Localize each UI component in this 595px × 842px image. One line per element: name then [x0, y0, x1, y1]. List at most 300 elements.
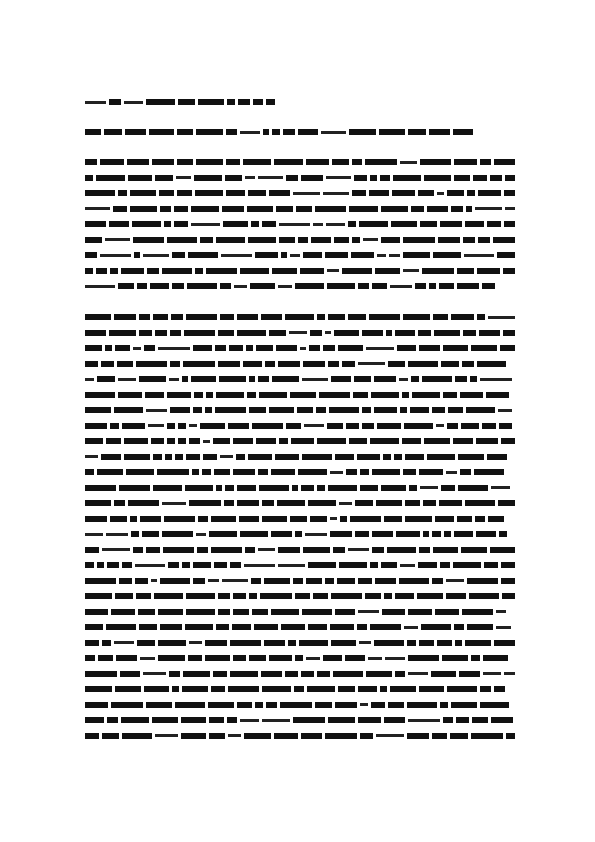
- word-mark: [85, 159, 97, 165]
- word-mark: [233, 609, 249, 615]
- word-mark: [240, 531, 268, 537]
- text-line: [85, 436, 515, 446]
- word-mark: [460, 392, 483, 398]
- word-mark: [419, 547, 430, 553]
- word-mark: [302, 454, 332, 460]
- word-mark: [244, 733, 271, 739]
- text-line: [85, 715, 515, 725]
- word-mark: [352, 159, 362, 165]
- word-mark: [405, 500, 420, 506]
- word-mark: [133, 547, 143, 553]
- word-mark: [206, 392, 213, 398]
- word-mark: [85, 438, 103, 444]
- word-mark: [111, 702, 143, 708]
- word-mark: [323, 655, 342, 661]
- word-mark: [188, 252, 218, 258]
- word-mark: [124, 101, 143, 104]
- word-mark: [177, 129, 193, 135]
- word-mark: [215, 407, 246, 413]
- word-mark: [269, 190, 290, 196]
- text-line: [85, 498, 515, 508]
- word-mark: [483, 655, 508, 661]
- word-mark: [441, 361, 459, 367]
- word-mark: [498, 500, 515, 506]
- word-mark: [408, 361, 438, 367]
- word-mark: [411, 376, 419, 382]
- word-mark: [358, 717, 381, 723]
- word-mark: [462, 609, 493, 615]
- word-mark: [290, 392, 316, 398]
- word-mark: [331, 376, 351, 382]
- word-mark: [214, 562, 227, 568]
- word-mark: [220, 283, 231, 289]
- word-mark: [494, 686, 505, 692]
- word-mark: [384, 717, 405, 723]
- word-mark: [160, 624, 182, 630]
- word-mark: [155, 175, 173, 181]
- word-mark: [490, 547, 515, 553]
- word-mark: [366, 347, 394, 350]
- word-mark: [454, 624, 464, 630]
- word-mark: [342, 268, 372, 274]
- word-mark: [85, 190, 115, 196]
- word-mark: [285, 671, 298, 677]
- word-mark: [317, 671, 330, 677]
- word-mark: [132, 221, 161, 227]
- word-mark: [408, 129, 426, 135]
- word-mark: [295, 283, 324, 289]
- word-mark: [208, 579, 219, 582]
- word-mark: [216, 485, 222, 491]
- word-mark: [461, 423, 479, 429]
- word-mark: [266, 99, 275, 105]
- word-mark: [330, 517, 337, 520]
- word-mark: [249, 407, 266, 413]
- word-mark: [390, 686, 416, 692]
- word-mark: [279, 438, 288, 444]
- word-mark: [269, 655, 292, 661]
- word-mark: [174, 206, 188, 212]
- word-mark: [175, 454, 183, 460]
- word-mark: [454, 159, 477, 165]
- word-mark: [300, 347, 306, 350]
- word-mark: [85, 361, 98, 367]
- word-mark: [122, 423, 145, 429]
- word-mark: [313, 593, 328, 599]
- word-mark: [466, 206, 472, 212]
- word-mark: [150, 283, 169, 289]
- word-mark: [456, 717, 469, 723]
- word-mark: [118, 392, 142, 398]
- word-mark: [128, 175, 152, 181]
- word-mark: [255, 252, 278, 258]
- word-mark: [437, 192, 444, 195]
- word-mark: [228, 686, 259, 692]
- word-mark: [404, 423, 433, 429]
- word-mark: [408, 609, 432, 615]
- word-mark: [348, 548, 369, 551]
- word-mark: [327, 269, 339, 272]
- word-mark: [405, 516, 432, 522]
- word-mark: [385, 657, 405, 660]
- word-mark: [419, 686, 444, 692]
- word-mark: [198, 516, 208, 522]
- word-mark: [85, 609, 108, 615]
- word-mark: [279, 223, 310, 226]
- word-mark: [404, 626, 418, 629]
- word-mark: [349, 206, 378, 212]
- word-mark: [251, 578, 261, 584]
- word-mark: [213, 438, 230, 444]
- word-mark: [193, 407, 202, 413]
- word-mark: [405, 454, 424, 460]
- word-mark: [155, 734, 178, 737]
- word-mark: [476, 438, 498, 444]
- word-mark: [286, 175, 298, 181]
- word-mark: [386, 330, 392, 336]
- word-mark: [358, 610, 379, 613]
- word-mark: [298, 129, 318, 135]
- word-mark: [328, 717, 355, 723]
- word-mark: [252, 423, 283, 429]
- word-mark: [225, 175, 242, 181]
- word-mark: [182, 686, 208, 692]
- text-line: [85, 173, 515, 183]
- word-mark: [225, 485, 234, 491]
- word-mark: [172, 252, 185, 258]
- word-mark: [209, 531, 237, 537]
- word-mark: [497, 252, 515, 258]
- word-mark: [85, 314, 111, 320]
- word-mark: [381, 562, 397, 568]
- word-mark: [189, 500, 221, 506]
- word-mark: [484, 562, 498, 568]
- word-mark: [461, 547, 487, 553]
- word-mark: [137, 640, 155, 646]
- word-mark: [384, 593, 392, 599]
- word-mark: [369, 314, 400, 320]
- word-mark: [494, 640, 515, 646]
- word-mark: [408, 672, 428, 675]
- word-mark: [429, 283, 436, 289]
- word-mark: [482, 283, 495, 289]
- word-mark: [480, 378, 512, 381]
- word-mark: [419, 469, 443, 475]
- word-mark: [110, 268, 118, 274]
- word-mark: [375, 268, 400, 274]
- word-mark: [348, 314, 366, 320]
- word-mark: [290, 254, 300, 257]
- word-mark: [407, 702, 437, 708]
- word-mark: [327, 423, 343, 429]
- word-mark: [164, 516, 195, 522]
- word-mark: [490, 175, 502, 181]
- word-mark: [205, 655, 230, 661]
- word-mark: [101, 454, 121, 460]
- word-mark: [301, 733, 322, 739]
- word-mark: [252, 609, 268, 615]
- word-mark: [504, 221, 515, 227]
- word-mark: [220, 314, 234, 320]
- word-mark: [504, 190, 515, 196]
- word-mark: [85, 330, 106, 336]
- text-line: [85, 452, 515, 462]
- word-mark: [228, 734, 241, 737]
- text-line: [85, 328, 515, 338]
- word-mark: [85, 533, 103, 536]
- word-mark: [487, 221, 501, 227]
- word-mark: [380, 175, 390, 181]
- word-mark: [290, 516, 307, 522]
- word-mark: [345, 655, 365, 661]
- word-mark: [421, 624, 451, 630]
- word-mark: [388, 702, 404, 708]
- word-mark: [240, 131, 260, 134]
- word-mark: [279, 237, 295, 243]
- word-mark: [158, 609, 183, 615]
- word-mark: [302, 609, 332, 615]
- word-mark: [463, 237, 475, 243]
- word-mark: [397, 345, 416, 351]
- word-mark: [153, 485, 182, 491]
- word-mark: [149, 129, 174, 135]
- word-mark: [433, 252, 461, 258]
- text-line: [85, 684, 515, 694]
- word-mark: [451, 206, 463, 212]
- word-mark: [446, 593, 466, 599]
- word-mark: [333, 547, 345, 553]
- word-mark: [256, 345, 273, 351]
- word-mark: [438, 237, 460, 243]
- word-mark: [142, 531, 159, 537]
- word-mark: [280, 702, 312, 708]
- word-mark: [218, 593, 230, 599]
- word-mark: [338, 345, 363, 351]
- word-mark: [218, 330, 234, 336]
- word-mark: [144, 686, 169, 692]
- word-mark: [85, 640, 99, 646]
- word-mark: [274, 733, 298, 739]
- word-mark: [85, 237, 102, 243]
- word-mark: [85, 593, 112, 599]
- word-mark: [465, 221, 484, 227]
- text-line: [85, 157, 515, 167]
- word-mark: [339, 562, 367, 568]
- word-mark: [491, 717, 513, 723]
- word-mark: [281, 624, 305, 630]
- word-mark: [335, 702, 357, 708]
- word-mark: [417, 593, 443, 599]
- word-mark: [193, 562, 211, 568]
- word-mark: [118, 283, 134, 289]
- word-mark: [301, 671, 314, 677]
- word-mark: [114, 500, 125, 506]
- word-mark: [350, 516, 381, 522]
- word-mark: [368, 657, 382, 660]
- word-mark: [182, 376, 188, 382]
- word-mark: [299, 640, 328, 646]
- word-mark: [240, 719, 259, 722]
- word-mark: [328, 485, 357, 491]
- word-mark: [392, 190, 415, 196]
- word-mark: [370, 175, 377, 181]
- word-mark: [358, 686, 377, 692]
- word-mark: [176, 176, 191, 179]
- word-mark: [376, 500, 402, 506]
- word-mark: [360, 703, 368, 706]
- word-mark: [124, 438, 148, 444]
- word-mark: [140, 516, 161, 522]
- word-mark: [360, 485, 378, 491]
- word-mark: [418, 190, 434, 196]
- word-mark: [402, 438, 421, 444]
- word-mark: [409, 485, 417, 491]
- word-mark: [293, 717, 325, 723]
- word-mark: [272, 129, 280, 135]
- word-mark: [85, 175, 93, 181]
- word-mark: [372, 531, 393, 537]
- word-mark: [105, 345, 112, 351]
- word-mark: [306, 657, 320, 660]
- word-mark: [152, 717, 178, 723]
- word-mark: [477, 268, 500, 274]
- word-mark: [447, 190, 464, 196]
- word-mark: [301, 175, 323, 181]
- word-mark: [244, 564, 275, 567]
- word-mark: [434, 330, 460, 336]
- word-mark: [289, 331, 307, 334]
- word-mark: [460, 469, 471, 475]
- word-mark: [310, 330, 322, 336]
- word-mark: [259, 392, 287, 398]
- word-mark: [115, 345, 130, 351]
- word-mark: [462, 361, 474, 367]
- word-mark: [223, 221, 248, 227]
- word-mark: [477, 361, 506, 367]
- word-mark: [453, 129, 473, 135]
- word-mark: [278, 564, 305, 567]
- word-mark: [262, 221, 276, 227]
- word-mark: [382, 609, 405, 615]
- word-mark: [308, 624, 327, 630]
- word-mark: [302, 378, 328, 381]
- word-mark: [185, 485, 213, 491]
- word-mark: [306, 578, 322, 584]
- word-mark: [258, 548, 275, 551]
- word-mark: [213, 671, 227, 677]
- word-mark: [256, 438, 276, 444]
- word-mark: [151, 438, 164, 444]
- text-line: [85, 669, 515, 679]
- word-mark: [443, 392, 457, 398]
- word-mark: [422, 376, 452, 382]
- word-mark: [209, 717, 224, 723]
- word-mark: [476, 531, 496, 537]
- word-mark: [276, 345, 297, 351]
- word-mark: [226, 129, 237, 135]
- word-mark: [243, 159, 271, 165]
- word-mark: [110, 423, 119, 429]
- word-mark: [230, 671, 258, 677]
- word-mark: [370, 624, 401, 630]
- word-mark: [469, 593, 499, 599]
- word-mark: [189, 438, 200, 444]
- word-mark: [248, 237, 276, 243]
- text-line: [85, 219, 515, 229]
- text-line: [85, 467, 515, 477]
- word-mark: [293, 192, 320, 195]
- word-mark: [325, 578, 334, 584]
- word-mark: [305, 533, 327, 536]
- word-mark: [85, 345, 102, 351]
- word-mark: [366, 671, 392, 677]
- word-mark: [453, 438, 473, 444]
- word-mark: [178, 423, 186, 429]
- word-mark: [362, 330, 383, 336]
- word-mark: [184, 330, 215, 336]
- word-mark: [317, 438, 346, 444]
- word-mark: [391, 221, 417, 227]
- word-mark: [388, 361, 405, 367]
- word-mark: [251, 221, 259, 227]
- word-mark: [303, 252, 322, 258]
- word-mark: [399, 378, 408, 381]
- word-mark: [130, 190, 156, 196]
- word-mark: [424, 175, 451, 181]
- word-mark: [325, 331, 331, 334]
- word-mark: [381, 485, 406, 491]
- word-mark: [487, 454, 507, 460]
- word-mark: [437, 640, 452, 646]
- word-mark: [98, 655, 113, 661]
- word-mark: [118, 378, 136, 381]
- word-mark: [313, 223, 323, 226]
- word-mark: [420, 221, 437, 227]
- word-mark: [276, 206, 293, 212]
- word-mark: [420, 486, 438, 489]
- word-mark: [104, 129, 122, 135]
- word-mark: [357, 624, 367, 630]
- word-mark: [349, 438, 367, 444]
- word-mark: [503, 268, 515, 274]
- word-mark: [170, 407, 190, 413]
- word-mark: [342, 361, 355, 367]
- word-mark: [85, 547, 99, 553]
- text-line: [85, 281, 497, 291]
- word-mark: [470, 376, 477, 382]
- word-mark: [130, 206, 157, 212]
- paragraph-2-text: [0, 0, 1, 1]
- word-mark: [475, 207, 502, 210]
- word-mark: [281, 252, 287, 258]
- word-mark: [436, 424, 444, 427]
- word-mark: [300, 268, 324, 274]
- text-line: [85, 731, 515, 741]
- word-mark: [247, 392, 256, 398]
- word-mark: [230, 562, 241, 568]
- word-mark: [501, 562, 515, 568]
- word-mark: [174, 221, 188, 227]
- word-mark: [303, 547, 330, 553]
- word-mark: [182, 562, 190, 568]
- word-mark: [474, 469, 504, 475]
- word-mark: [432, 578, 443, 584]
- subheader-line: [85, 127, 473, 137]
- word-mark: [455, 376, 467, 382]
- word-mark: [162, 502, 186, 505]
- word-mark: [372, 469, 400, 475]
- word-mark: [403, 469, 416, 475]
